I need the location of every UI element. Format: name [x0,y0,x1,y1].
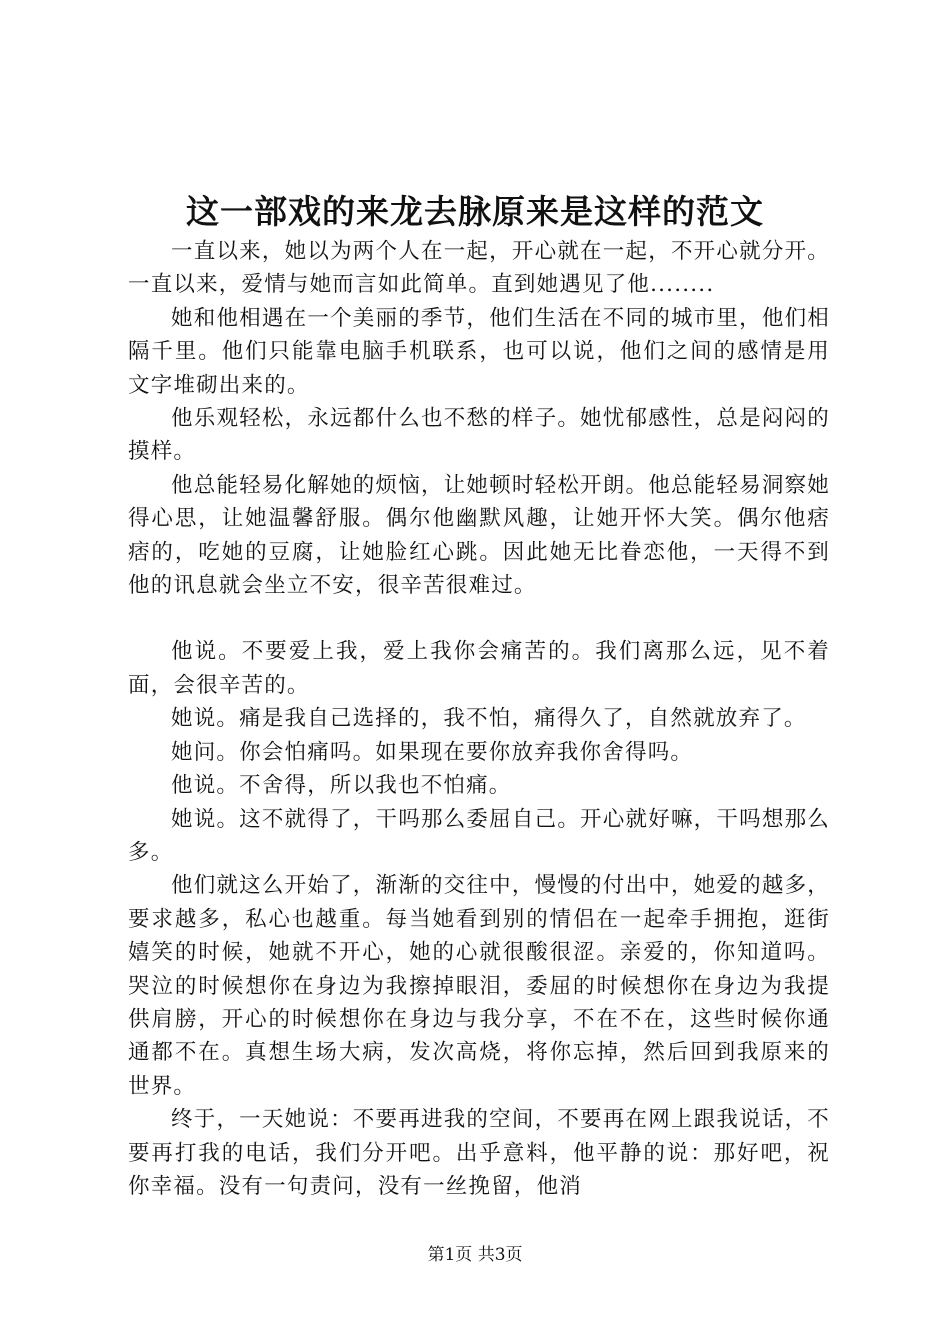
paragraph: 她说。痛是我自己选择的，我不怕，痛得久了，自然就放弃了。 [171,706,807,732]
paragraph: 她问。你会怕痛吗。如果现在要你放弃我你舍得吗。 [171,739,694,765]
paragraph: 她说。这不就得了，干吗那么委屈自己。开心就好嘛，干吗想那么多。 [128,806,830,865]
paragraph: 她和他相遇在一个美丽的季节，他们生活在不同的城市里，他们相隔千里。他们只能靠电脑手机联系，也可以说，他们之间的感情是用文字堆砌出来的。 [128,305,830,398]
page-title: 这一部戏的来龙去脉原来是这样的范文 [186,192,764,231]
paragraph: 他们就这么开始了，渐渐的交往中，慢慢的付出中，她爱的越多，要求越多，私心也越重。每当她看到别的情侣在一起牵手拥抱，逛街嬉笑的时候，她就不开心，她的心就很酸很涩。亲爱的，你知道吗。哭泣的时候想你在身边为我擦掉眼泪，委屈的时候想你在身边为我提供肩膀，开心的时候想你在身边与我分享，不在不在，这些时候你通通都不在。真想生场大病，发次高烧，将你忘掉，然后回到我原来的世界。 [128,873,830,1099]
document-body [128,235,830,1203]
paragraph: 他说。不舍得，所以我也不怕痛。 [171,773,512,799]
paragraph: 他总能轻易化解她的烦恼，让她顿时轻松开朗。他总能轻易洞察她得心思，让她温馨舒服。偶尔他幽默风趣，让她开怀大笑。偶尔他痞痞的，吃她的豆腐，让她脸红心跳。因此她无比眷恋他，一天得不到他的讯息就会坐立不安，很辛苦很难过。 [128,472,830,599]
paragraph: 终于，一天她说：不要再进我的空间，不要再在网上跟我说话，不要再打我的电话，我们分开吧。出乎意料，他平静的说：那好吧，祝你幸福。没有一句责问，没有一丝挽留，他消 [128,1107,830,1199]
paragraph: 他说。不要爱上我，爱上我你会痛苦的。我们离那么远，见不着面，会很辛苦的。 [128,639,830,698]
page-number: 第1页 共3页 [427,1245,523,1265]
paragraph: 一直以来，她以为两个人在一起，开心就在一起，不开心就分开。一直以来，爱情与她而言如此简单。直到她遇见了他........ [128,239,830,298]
paragraph: 他乐观轻松，永远都什么也不愁的样子。她忧郁感性，总是闷闷的摸样。 [128,406,830,465]
